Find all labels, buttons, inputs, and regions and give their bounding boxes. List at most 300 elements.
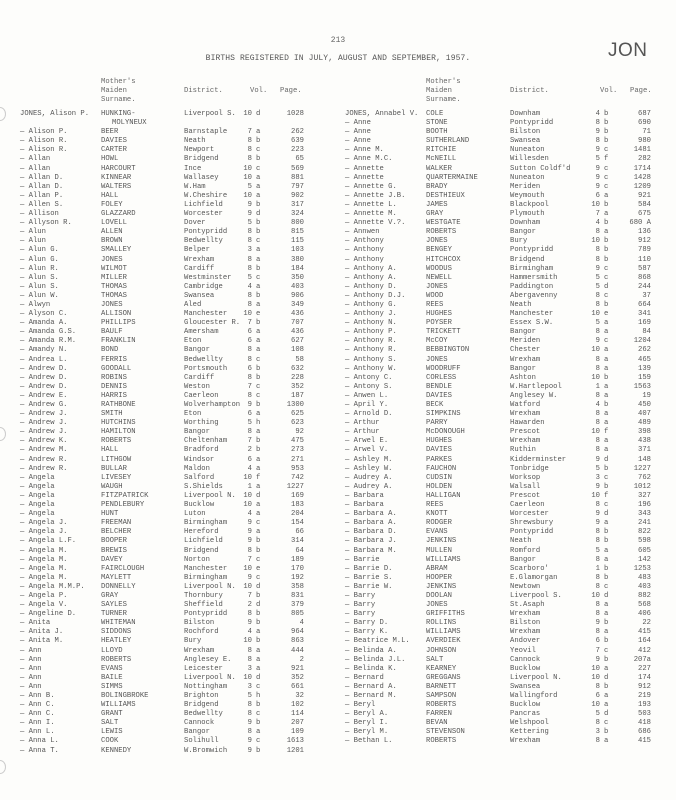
- volume-letter: b: [604, 619, 609, 628]
- child-name: — Arthur: [345, 419, 380, 428]
- registration-district: Belper: [184, 246, 210, 255]
- volume-number: 5: [595, 155, 600, 164]
- volume-letter: c: [256, 273, 261, 282]
- mother-maiden-surname: RITCHIE: [426, 146, 457, 155]
- page-reference: 742: [291, 473, 304, 482]
- volume-number: 8: [595, 300, 600, 309]
- page-reference: 661: [291, 682, 304, 691]
- volume-letter: a: [604, 692, 609, 700]
- registration-district: Wrexham: [510, 737, 541, 746]
- registration-district: Scarboro': [510, 564, 549, 573]
- volume-number: 8: [595, 601, 600, 610]
- volume-number: 1: [595, 564, 600, 573]
- child-name: — Allan: [20, 155, 51, 164]
- mother-maiden-surname: JONES: [426, 282, 448, 291]
- child-name: — Ann: [20, 655, 42, 664]
- registration-district: Pontypridd: [184, 228, 228, 237]
- volume-number: 8: [247, 373, 252, 382]
- volume-number: 8: [595, 446, 600, 455]
- registration-district: W.Ham: [184, 182, 206, 191]
- volume-number: 5: [247, 182, 252, 191]
- entry-row: [345, 419, 670, 428]
- registration-district: Prescot: [510, 428, 541, 437]
- page-reference: 184: [291, 264, 304, 273]
- registration-district: Hawarden: [510, 419, 545, 428]
- volume-number: 7: [247, 382, 252, 391]
- entry-row: [20, 346, 340, 355]
- mother-maiden-surname: WAUGH: [101, 482, 123, 491]
- entry-row-continuation: [20, 119, 340, 128]
- volume-number: 8: [247, 646, 252, 655]
- mother-maiden-surname: DOOLAN: [426, 591, 452, 600]
- volume-number: 3: [247, 682, 252, 691]
- volume-letter: d: [256, 210, 261, 219]
- child-name: — Alyson C.: [20, 310, 68, 319]
- child-name: — Anna L.: [20, 737, 59, 746]
- registration-district: Walsall: [510, 482, 541, 491]
- volume-letter: d: [256, 601, 261, 610]
- page-reference: 882: [638, 591, 651, 600]
- volume-letter: a: [604, 355, 609, 364]
- child-name: — Barrie S.: [345, 573, 393, 582]
- child-name: — Amanda A.: [20, 319, 68, 328]
- page-reference: 436: [291, 310, 304, 319]
- volume-number: 8: [247, 428, 252, 437]
- vol-header: Vol.: [600, 87, 618, 95]
- mother-maiden-surname: AVERDIEK: [426, 637, 461, 646]
- mother-maiden-surname: HALL: [101, 446, 119, 455]
- page-reference: 680 A: [629, 219, 651, 228]
- page-reference: 66: [295, 528, 304, 537]
- volume-letter: c: [604, 273, 609, 282]
- entry-row: [345, 365, 670, 374]
- child-name: — Annette M.: [345, 210, 397, 219]
- registration-district: Worcester: [510, 510, 549, 519]
- registration-district: Bedwellty: [184, 355, 223, 364]
- child-name: JONES, Alison P.: [20, 110, 90, 118]
- volume-letter: a: [256, 255, 261, 264]
- volume-number: 9: [247, 401, 252, 409]
- mother-maiden-surname: BENGEY: [426, 246, 452, 255]
- mother-maiden-surname: BEBBINGTON: [426, 346, 470, 355]
- registration-district: Portsmouth: [184, 364, 228, 373]
- entry-row: [345, 483, 670, 492]
- volume-letter: d: [256, 673, 261, 682]
- mother-maiden-surname: JONES: [426, 601, 448, 610]
- volume-letter: a: [256, 346, 261, 355]
- page-reference: 632: [291, 364, 304, 373]
- punch-hole-mark: [0, 760, 6, 774]
- registration-district: Worksop: [510, 473, 541, 482]
- page-reference: 379: [291, 601, 304, 610]
- entry-row: [20, 719, 340, 728]
- volume-letter: c: [604, 173, 609, 182]
- registration-district: Kidderminster: [510, 455, 567, 464]
- page-reference: 187: [291, 391, 304, 400]
- registration-district: Bangor: [510, 328, 536, 337]
- entry-row: [20, 192, 340, 201]
- mother-maiden-surname: SMALLEY: [101, 246, 132, 255]
- volume-letter: a: [256, 300, 261, 309]
- volume-letter: b: [604, 219, 609, 228]
- registration-district: Amersham: [184, 328, 219, 337]
- entry-row: [20, 737, 340, 746]
- child-name: — Audrey A.: [345, 482, 393, 491]
- volume-number: 7: [247, 591, 252, 600]
- child-name: — Alun: [20, 237, 46, 246]
- child-name: — Arwel V.: [345, 446, 389, 455]
- page-reference: 159: [638, 373, 651, 382]
- child-name: — Allan: [20, 164, 51, 173]
- mother-maiden-surname: JONES: [426, 355, 448, 364]
- page-reference: 349: [291, 300, 304, 309]
- volume-number: 8: [595, 328, 600, 337]
- page-reference: 605: [638, 546, 651, 555]
- registration-district: Ince: [184, 164, 202, 173]
- child-name: — Ann: [20, 664, 42, 673]
- child-name: — Arnold D.: [345, 410, 393, 419]
- page-reference: 115: [291, 237, 304, 246]
- page-reference: 314: [291, 537, 304, 546]
- entry-row: [20, 428, 340, 437]
- volume-number: 6: [595, 191, 600, 200]
- registration-district: Bangor: [184, 728, 210, 737]
- entry-row: [345, 619, 670, 628]
- mother-maiden-surname: EVANS: [426, 528, 448, 537]
- child-name: — Anthony G.: [345, 300, 397, 309]
- child-name: — Anita: [20, 619, 51, 628]
- volume-number: 10: [591, 200, 600, 209]
- page-reference: 964: [291, 628, 304, 637]
- page-reference: 1227: [286, 482, 304, 491]
- mother-maiden-surname: KENNEDY: [101, 746, 132, 755]
- registration-district: Cardiff: [184, 373, 215, 382]
- volume-number: 8: [595, 719, 600, 728]
- child-name: — Alun: [20, 228, 46, 237]
- volume-number: 6: [247, 455, 252, 464]
- volume-letter: b: [256, 701, 261, 710]
- volume-letter: a: [256, 410, 261, 419]
- mother-maiden-surname: THOMAS: [101, 282, 127, 291]
- registration-district: Neath: [510, 300, 532, 309]
- district-header: District.: [184, 87, 223, 95]
- registration-district: Liverpool N.: [510, 673, 562, 682]
- volume-letter: a: [604, 446, 609, 455]
- entry-row: [345, 647, 670, 656]
- page-reference: 406: [638, 610, 651, 619]
- entry-row: [20, 410, 340, 419]
- child-name: — Alison P.: [20, 128, 68, 137]
- volume-letter: c: [256, 519, 261, 528]
- volume-number: 8: [247, 264, 252, 273]
- entry-row: [20, 692, 340, 701]
- page-reference: 37: [642, 291, 651, 300]
- volume-number: 7: [595, 646, 600, 655]
- left-column: [20, 78, 340, 756]
- mother-maiden-surname: WILMOT: [101, 264, 127, 273]
- mother-maiden-surname: HARRIS: [101, 391, 127, 400]
- volume-letter: c: [604, 182, 609, 191]
- page-reference: 317: [291, 200, 304, 209]
- volume-number: 8: [595, 628, 600, 637]
- mother-maiden-surname: GRANT: [101, 710, 123, 719]
- volume-number: 8: [595, 291, 600, 300]
- entry-row: [20, 619, 340, 628]
- mother-maiden-surname: DAVIES: [426, 391, 452, 400]
- mother-maiden-surname: GRAY: [426, 210, 444, 219]
- entry-row: [20, 710, 340, 719]
- mother-maiden-surname: BOND: [101, 346, 119, 355]
- registration-district: Hammersmith: [510, 273, 558, 282]
- entry-row: [20, 456, 340, 465]
- volume-number: 9: [595, 164, 600, 173]
- volume-letter: c: [256, 555, 261, 564]
- page-reference: 142: [638, 555, 651, 564]
- mother-maiden-surname: JONES: [426, 237, 448, 246]
- child-name: — Ashley M.: [345, 455, 393, 464]
- registration-district: Eton: [184, 337, 202, 346]
- registration-district: Liverpool N.: [184, 491, 236, 500]
- child-name: — Anthony: [345, 255, 384, 264]
- volume-letter: b: [256, 719, 261, 728]
- volume-letter: c: [604, 146, 609, 155]
- child-name: — Amanda G.S.: [20, 328, 77, 337]
- entry-row: [20, 537, 340, 546]
- child-name: — Anne M.: [345, 146, 384, 155]
- mother-maiden-surname: CORLESS: [426, 373, 457, 382]
- page-reference: 109: [291, 728, 304, 737]
- entry-row: [20, 528, 340, 537]
- page-reference: 262: [291, 128, 304, 137]
- page-reference: 343: [638, 510, 651, 519]
- child-name: — Barbara D.: [345, 528, 397, 537]
- mother-maiden-surname: SALT: [426, 655, 444, 664]
- volume-letter: d: [604, 591, 609, 600]
- entry-row: [345, 510, 670, 519]
- volume-letter: a: [256, 528, 261, 537]
- registration-district: Downham: [510, 219, 541, 228]
- child-name: — Barrie: [345, 555, 380, 564]
- volume-number: 8: [247, 300, 252, 309]
- child-name: — Barrie W.: [345, 582, 393, 591]
- entry-row: [20, 283, 340, 292]
- volume-number: 7: [247, 437, 252, 446]
- volume-number: 9: [595, 619, 600, 628]
- child-name: — Angeline D.: [20, 610, 77, 619]
- entry-row: [345, 519, 670, 528]
- registration-district: Wrexham: [510, 410, 541, 419]
- volume-number: 4: [247, 464, 252, 473]
- page-reference: 196: [638, 501, 651, 510]
- registration-district: Bangor: [510, 555, 536, 564]
- volume-number: 9: [247, 719, 252, 728]
- volume-letter: b: [256, 219, 261, 228]
- page-reference: 1300: [286, 401, 304, 409]
- child-name: — Alun S.: [20, 273, 59, 282]
- volume-number: 2: [247, 601, 252, 610]
- volume-number: 8: [247, 710, 252, 719]
- entry-row: [345, 383, 670, 392]
- child-name: — Belinda K.: [345, 664, 397, 673]
- registration-district: Bucklow: [510, 701, 541, 710]
- child-name: — Beryl: [345, 701, 376, 710]
- volume-number: 8: [595, 364, 600, 373]
- volume-number: 10: [591, 673, 600, 682]
- registration-district: Anglesey E.: [184, 655, 232, 664]
- registration-district: Bedwellty: [184, 710, 223, 719]
- entry-row: [20, 155, 340, 164]
- volume-letter: b: [256, 228, 261, 237]
- registration-district: Bangor: [184, 346, 210, 355]
- registration-district: Shrewsbury: [510, 519, 554, 528]
- child-name: — Amanda R.M.: [20, 337, 77, 346]
- volume-letter: b: [604, 637, 609, 646]
- page-reference: 380: [291, 255, 304, 264]
- page-number: 213: [330, 36, 346, 45]
- entry-row: [20, 747, 340, 756]
- page-reference: 58: [295, 355, 304, 364]
- mother-maiden-surname: FERRIS: [101, 355, 127, 364]
- mother-maiden-surname: HEATLEY: [101, 637, 132, 646]
- volume-letter: b: [604, 128, 609, 137]
- child-name: — Barry: [345, 610, 376, 619]
- registration-district: Gloucester R.: [184, 319, 241, 328]
- page-reference: 568: [638, 601, 651, 610]
- mother-maiden-surname: WALTERS: [101, 182, 132, 191]
- child-name: — Andrew D.: [20, 364, 68, 373]
- child-name: — Belinda J.L.: [345, 655, 406, 664]
- page-reference: 164: [638, 637, 651, 646]
- child-name: — Anwen L.: [345, 391, 389, 400]
- entry-row: [20, 301, 340, 310]
- entry-row: [345, 374, 670, 383]
- entry-row: [20, 674, 340, 683]
- volume-letter: a: [256, 173, 261, 182]
- volume-letter: a: [604, 610, 609, 619]
- entry-list: [345, 110, 670, 747]
- mother-maiden-surname: DAVEY: [101, 555, 123, 564]
- volume-number: 9: [247, 519, 252, 528]
- mother-maiden-surname: JONES: [101, 255, 123, 264]
- volume-letter: a: [256, 282, 261, 291]
- mother-maiden-surname: CARTER: [101, 146, 127, 155]
- registration-district: Blackpool: [510, 200, 549, 209]
- volume-letter: c: [604, 473, 609, 482]
- volume-letter: a: [256, 128, 261, 137]
- mother-maiden-surname: HOWL: [101, 155, 119, 164]
- entry-row: [345, 628, 670, 637]
- entry-row: [345, 246, 670, 255]
- entry-row: [345, 256, 670, 265]
- registration-district: Cannock: [184, 719, 215, 728]
- page-reference: 282: [638, 155, 651, 164]
- page-reference: 1714: [633, 164, 651, 173]
- volume-number: 8: [247, 237, 252, 246]
- page-reference: 227: [638, 664, 651, 673]
- mother-maiden-surname: SIDDONS: [101, 628, 132, 637]
- entry-row: [20, 356, 340, 365]
- volume-number: 8: [595, 537, 600, 546]
- registration-district: Neath: [184, 137, 206, 146]
- child-name: — Antony S.: [345, 382, 393, 391]
- volume-number: 8: [247, 355, 252, 364]
- volume-number: 6: [595, 637, 600, 646]
- registration-district: Yeovil: [510, 646, 536, 655]
- child-name: — Allan P.: [20, 191, 64, 200]
- volume-number: 8: [247, 155, 252, 164]
- entry-row: [20, 510, 340, 519]
- registration-district: Manchester: [184, 564, 228, 573]
- volume-letter: h: [256, 692, 261, 700]
- header-line: Surname.: [426, 96, 461, 104]
- volume-number: 6: [247, 328, 252, 337]
- child-name: — Barbara: [345, 501, 384, 510]
- mother-maiden-surname: WILLIAMS: [101, 701, 136, 710]
- page-header: Page.: [280, 87, 302, 95]
- volume-letter: b: [256, 746, 261, 755]
- child-name: — Barrie D.: [345, 564, 393, 573]
- mother-maiden-surname: THOMAS: [101, 291, 127, 300]
- volume-number: 2: [247, 446, 252, 455]
- volume-letter: b: [604, 573, 609, 582]
- mother-maiden-surname: COOK: [101, 737, 119, 746]
- mother-maiden-surname: FOLEY: [101, 200, 123, 209]
- page-reference: 341: [638, 310, 651, 319]
- page-reference: 912: [638, 682, 651, 691]
- mother-maiden-surname: BEVAN: [426, 719, 448, 728]
- entry-row: [20, 292, 340, 301]
- registration-district: Caerleon: [510, 501, 545, 510]
- entry-row: [20, 547, 340, 556]
- page-reference: 438: [638, 437, 651, 446]
- child-name: — Allen S.: [20, 200, 64, 209]
- registration-district: Windsor: [184, 455, 215, 464]
- header-line: Mother's: [426, 78, 461, 86]
- mother-maiden-surname: ROBERTS: [426, 701, 457, 710]
- volume-number: 8: [595, 419, 600, 428]
- child-name: — Alun G.: [20, 246, 59, 255]
- entry-row: [20, 146, 340, 155]
- child-name: — Barbara: [345, 491, 384, 500]
- registration-district: Pontypridd: [510, 528, 554, 537]
- volume-number: 8: [595, 255, 600, 264]
- registration-district: Kettering: [510, 728, 549, 737]
- entry-row: [345, 565, 670, 574]
- volume-number: 9: [595, 128, 600, 137]
- page-reference: 418: [638, 719, 651, 728]
- registration-district: Pancras: [510, 710, 541, 719]
- volume-letter: b: [256, 637, 261, 646]
- registration-district: Sheffield: [184, 601, 223, 610]
- volume-letter: b: [604, 728, 609, 737]
- page-reference: 1209: [633, 182, 651, 191]
- child-name: — Alun R.: [20, 264, 59, 273]
- page-reference: 219: [638, 692, 651, 700]
- registration-district: Birmingham: [184, 573, 228, 582]
- entry-row: [20, 556, 340, 565]
- mother-maiden-surname: HALLIGAN: [426, 491, 461, 500]
- entry-row: [345, 728, 670, 737]
- child-name: — Alun G.: [20, 255, 59, 264]
- volume-letter: a: [604, 228, 609, 237]
- mother-maiden-surname: JAMES: [426, 200, 448, 209]
- child-name: — Allan D.: [20, 173, 64, 182]
- mother-maiden-surname: QUARTERMAINE: [426, 173, 478, 182]
- child-name: — Anita J.: [20, 628, 64, 637]
- page-reference: 352: [291, 382, 304, 391]
- volume-letter: a: [256, 428, 261, 437]
- volume-letter: b: [604, 255, 609, 264]
